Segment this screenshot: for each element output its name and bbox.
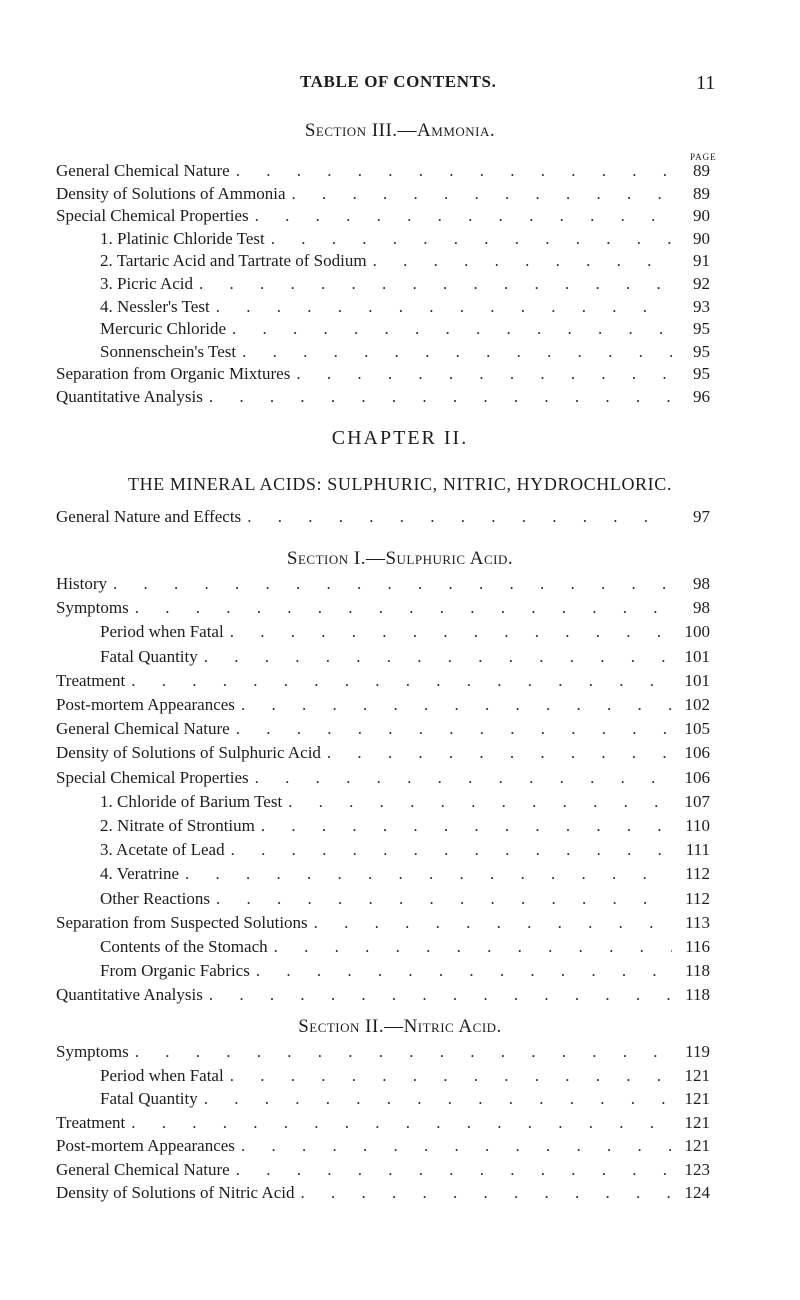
toc-entry xyxy=(56,1066,710,1090)
running-head xyxy=(0,72,800,96)
toc-entry-page: 101 xyxy=(684,670,710,690)
toc-entry-page: 95 xyxy=(693,364,710,384)
toc-entry-label: Mercuric Chloride xyxy=(100,319,227,339)
dot-leader xyxy=(314,913,672,933)
toc-entry-label: Quantitative Analysis xyxy=(56,985,203,1005)
toc-entry xyxy=(56,251,710,275)
toc-entry-page: 121 xyxy=(684,1089,710,1108)
chapter-subtitle: THE MINERAL ACIDS: SULPHURIC, NITRIC, HYDROCHLORIC. xyxy=(128,474,672,494)
dot-leader xyxy=(255,206,672,226)
toc-entry xyxy=(56,598,710,622)
dot-leader xyxy=(300,1183,672,1203)
toc-entry-page: 119 xyxy=(685,1042,710,1061)
dot-leader xyxy=(131,1113,672,1133)
page-number: 11 xyxy=(696,72,716,94)
dot-leader xyxy=(204,1089,672,1109)
toc-entry-page: 106 xyxy=(684,767,710,787)
page-column-label: PAGE xyxy=(690,152,717,162)
dot-leader xyxy=(113,574,672,594)
toc-entry-page: 105 xyxy=(684,719,710,739)
toc-entry-label: 3. Acetate of Lead xyxy=(100,840,225,860)
running-title: TABLE OF CONTENTS. xyxy=(300,72,497,91)
toc-entry xyxy=(56,319,710,343)
toc-entry-label: 1. Platinic Chloride Test xyxy=(100,228,265,248)
dot-leader xyxy=(216,297,672,317)
toc-entry-page: 121 xyxy=(684,1065,710,1085)
toc-entry-page: 123 xyxy=(684,1159,710,1179)
toc-entry-page: 118 xyxy=(685,985,710,1005)
toc-entry-label: General Nature and Effects xyxy=(56,507,242,526)
toc-entry-label: General Chemical Nature xyxy=(56,719,230,739)
dot-leader xyxy=(256,961,672,981)
dot-leader xyxy=(209,985,672,1005)
toc-entry xyxy=(56,671,710,695)
toc-entry-label: Symptoms xyxy=(56,598,129,618)
toc-entry-label: Period when Fatal xyxy=(100,622,224,642)
toc-entry xyxy=(56,985,710,1009)
dot-leader xyxy=(292,184,673,204)
toc-entry-page: 124 xyxy=(684,1183,710,1202)
dot-leader xyxy=(232,319,672,339)
toc-entry-page: 121 xyxy=(684,1112,710,1132)
toc-entry-label: History xyxy=(56,574,107,593)
dot-leader xyxy=(199,274,672,294)
toc-entry-page: 92 xyxy=(693,274,710,293)
toc-entry-label: Symptoms xyxy=(56,1042,129,1061)
dot-leader xyxy=(209,387,672,407)
toc-entry xyxy=(56,792,710,816)
toc-entry xyxy=(56,743,710,767)
toc-entry-label: 4. Veratrine xyxy=(100,864,179,884)
toc-entry-label: Fatal Quantity xyxy=(100,646,198,666)
toc-entry xyxy=(56,161,710,185)
toc-entry xyxy=(56,864,710,888)
dot-leader xyxy=(247,507,672,527)
toc-entry xyxy=(56,229,710,253)
toc-entry xyxy=(56,1183,710,1207)
toc-entry-page: 118 xyxy=(685,961,710,981)
toc-entry xyxy=(56,274,710,298)
dot-leader xyxy=(241,1136,672,1156)
toc-entry-page: 101 xyxy=(684,646,710,666)
toc-entry xyxy=(56,768,710,792)
toc-entry xyxy=(56,574,710,598)
toc-entry-label: 2. Nitrate of Strontium xyxy=(100,816,255,835)
toc-entry xyxy=(56,961,710,985)
toc-entry-label: Fatal Quantity xyxy=(100,1089,198,1108)
dot-leader xyxy=(135,1042,672,1062)
toc-entry xyxy=(56,1089,710,1113)
dot-leader xyxy=(204,647,672,667)
section-heading: Section III.—Ammonia. xyxy=(304,120,496,141)
toc-entry-label: 2. Tartaric Acid and Tartrate of Sodium xyxy=(100,251,367,271)
toc-entry-page: 97 xyxy=(693,507,710,526)
dot-leader xyxy=(236,161,672,181)
toc-entry-label: Other Reactions xyxy=(100,888,210,908)
dot-leader xyxy=(231,840,672,860)
dot-leader xyxy=(274,937,672,957)
dot-leader xyxy=(327,743,672,763)
toc-entry-label: Treatment xyxy=(56,670,126,690)
toc-entry-page: 98 xyxy=(693,574,710,593)
toc-entry-label: Treatment xyxy=(56,1112,126,1132)
toc-entry-page: 121 xyxy=(684,1136,710,1155)
toc-entry-label: General Chemical Nature xyxy=(56,1159,230,1179)
toc-entry xyxy=(56,1113,710,1137)
dot-leader xyxy=(242,342,672,362)
dot-leader xyxy=(255,768,672,788)
dot-leader xyxy=(216,889,672,909)
dot-leader xyxy=(241,695,672,715)
toc-entry-label: Density of Solutions of Sulphuric Acid xyxy=(56,743,321,763)
toc-entry-label: 1. Chloride of Barium Test xyxy=(100,791,283,811)
toc-entry xyxy=(56,507,710,531)
toc-entry xyxy=(56,937,710,961)
dot-leader xyxy=(135,598,672,618)
toc-entry-page: 98 xyxy=(693,598,710,618)
toc-entry-label: Sonnenschein's Test xyxy=(100,341,237,361)
toc-entry xyxy=(56,297,710,321)
chapter-heading: CHAPTER II. xyxy=(331,427,469,449)
dot-leader xyxy=(296,364,672,384)
toc-entry xyxy=(56,206,710,230)
section-heading: Section II.—Nitric Acid. xyxy=(298,1016,502,1037)
section-heading: Section I.—Sulphuric Acid. xyxy=(286,548,514,569)
toc-entry xyxy=(56,1160,710,1184)
toc-entry-page: 110 xyxy=(685,816,710,835)
toc-entry xyxy=(56,647,710,671)
toc-entry xyxy=(56,889,710,913)
toc-entry xyxy=(56,816,710,840)
toc-entry-page: 102 xyxy=(684,695,710,714)
toc-entry-page: 107 xyxy=(684,791,710,811)
toc-entry-page: 106 xyxy=(684,743,710,763)
toc-entry xyxy=(56,719,710,743)
toc-entry-label: Post-mortem Appearances xyxy=(56,695,235,714)
toc-entry-page: 96 xyxy=(693,387,710,406)
toc-entry xyxy=(56,1136,710,1160)
toc-entry-page: 112 xyxy=(685,888,710,908)
toc-entry xyxy=(56,184,710,208)
toc-entry-page: 93 xyxy=(693,296,710,316)
toc-entry-label: Special Chemical Properties xyxy=(56,767,249,787)
dot-leader xyxy=(230,1066,672,1086)
toc-entry xyxy=(56,364,710,388)
toc-entry-label: Separation from Organic Mixtures xyxy=(56,364,291,384)
dot-leader xyxy=(271,229,672,249)
toc-entry-label: Density of Solutions of Nitric Acid xyxy=(56,1183,295,1202)
toc-entry-label: 3. Picric Acid xyxy=(100,274,194,293)
toc-entry xyxy=(56,913,710,937)
toc-entry-label: 4. Nessler's Test xyxy=(100,296,210,316)
dot-leader xyxy=(261,816,672,836)
toc-entry-label: Separation from Suspected Solutions xyxy=(56,912,308,932)
dot-leader xyxy=(230,622,672,642)
toc-entry-page: 91 xyxy=(693,251,710,271)
dot-leader xyxy=(236,1160,672,1180)
toc-entry-label: Post-mortem Appearances xyxy=(56,1136,235,1155)
toc-entry-page: 90 xyxy=(693,206,710,226)
toc-entry-page: 95 xyxy=(693,319,710,339)
toc-entry-label: From Organic Fabrics xyxy=(100,961,250,981)
toc-entry xyxy=(56,1042,710,1066)
dot-leader xyxy=(288,792,672,812)
dot-leader xyxy=(236,719,672,739)
toc-entry-page: 112 xyxy=(685,864,710,884)
toc-entry-label: Period when Fatal xyxy=(100,1065,224,1085)
toc-entry-page: 113 xyxy=(685,912,710,932)
toc-entry xyxy=(56,387,710,411)
toc-entry-page: 100 xyxy=(684,622,710,642)
toc-entry xyxy=(56,622,710,646)
toc-entry-page: 111 xyxy=(685,840,710,860)
toc-entry xyxy=(56,840,710,864)
toc-entry-page: 89 xyxy=(693,161,710,180)
toc-entry-page: 89 xyxy=(693,183,710,203)
toc-entry-label: Density of Solutions of Ammonia xyxy=(56,183,286,203)
toc-entry-page: 90 xyxy=(693,228,710,248)
toc-entry xyxy=(56,695,710,719)
dot-leader xyxy=(185,864,672,884)
dot-leader xyxy=(131,671,672,691)
toc-entry xyxy=(56,342,710,366)
toc-entry-page: 116 xyxy=(685,937,710,956)
toc-entry-label: Quantitative Analysis xyxy=(56,387,203,406)
toc-entry-page: 95 xyxy=(693,341,710,361)
toc-entry-label: Contents of the Stomach xyxy=(100,937,268,956)
dot-leader xyxy=(373,251,672,271)
toc-entry-label: Special Chemical Properties xyxy=(56,206,249,226)
toc-entry-label: General Chemical Nature xyxy=(56,161,230,180)
